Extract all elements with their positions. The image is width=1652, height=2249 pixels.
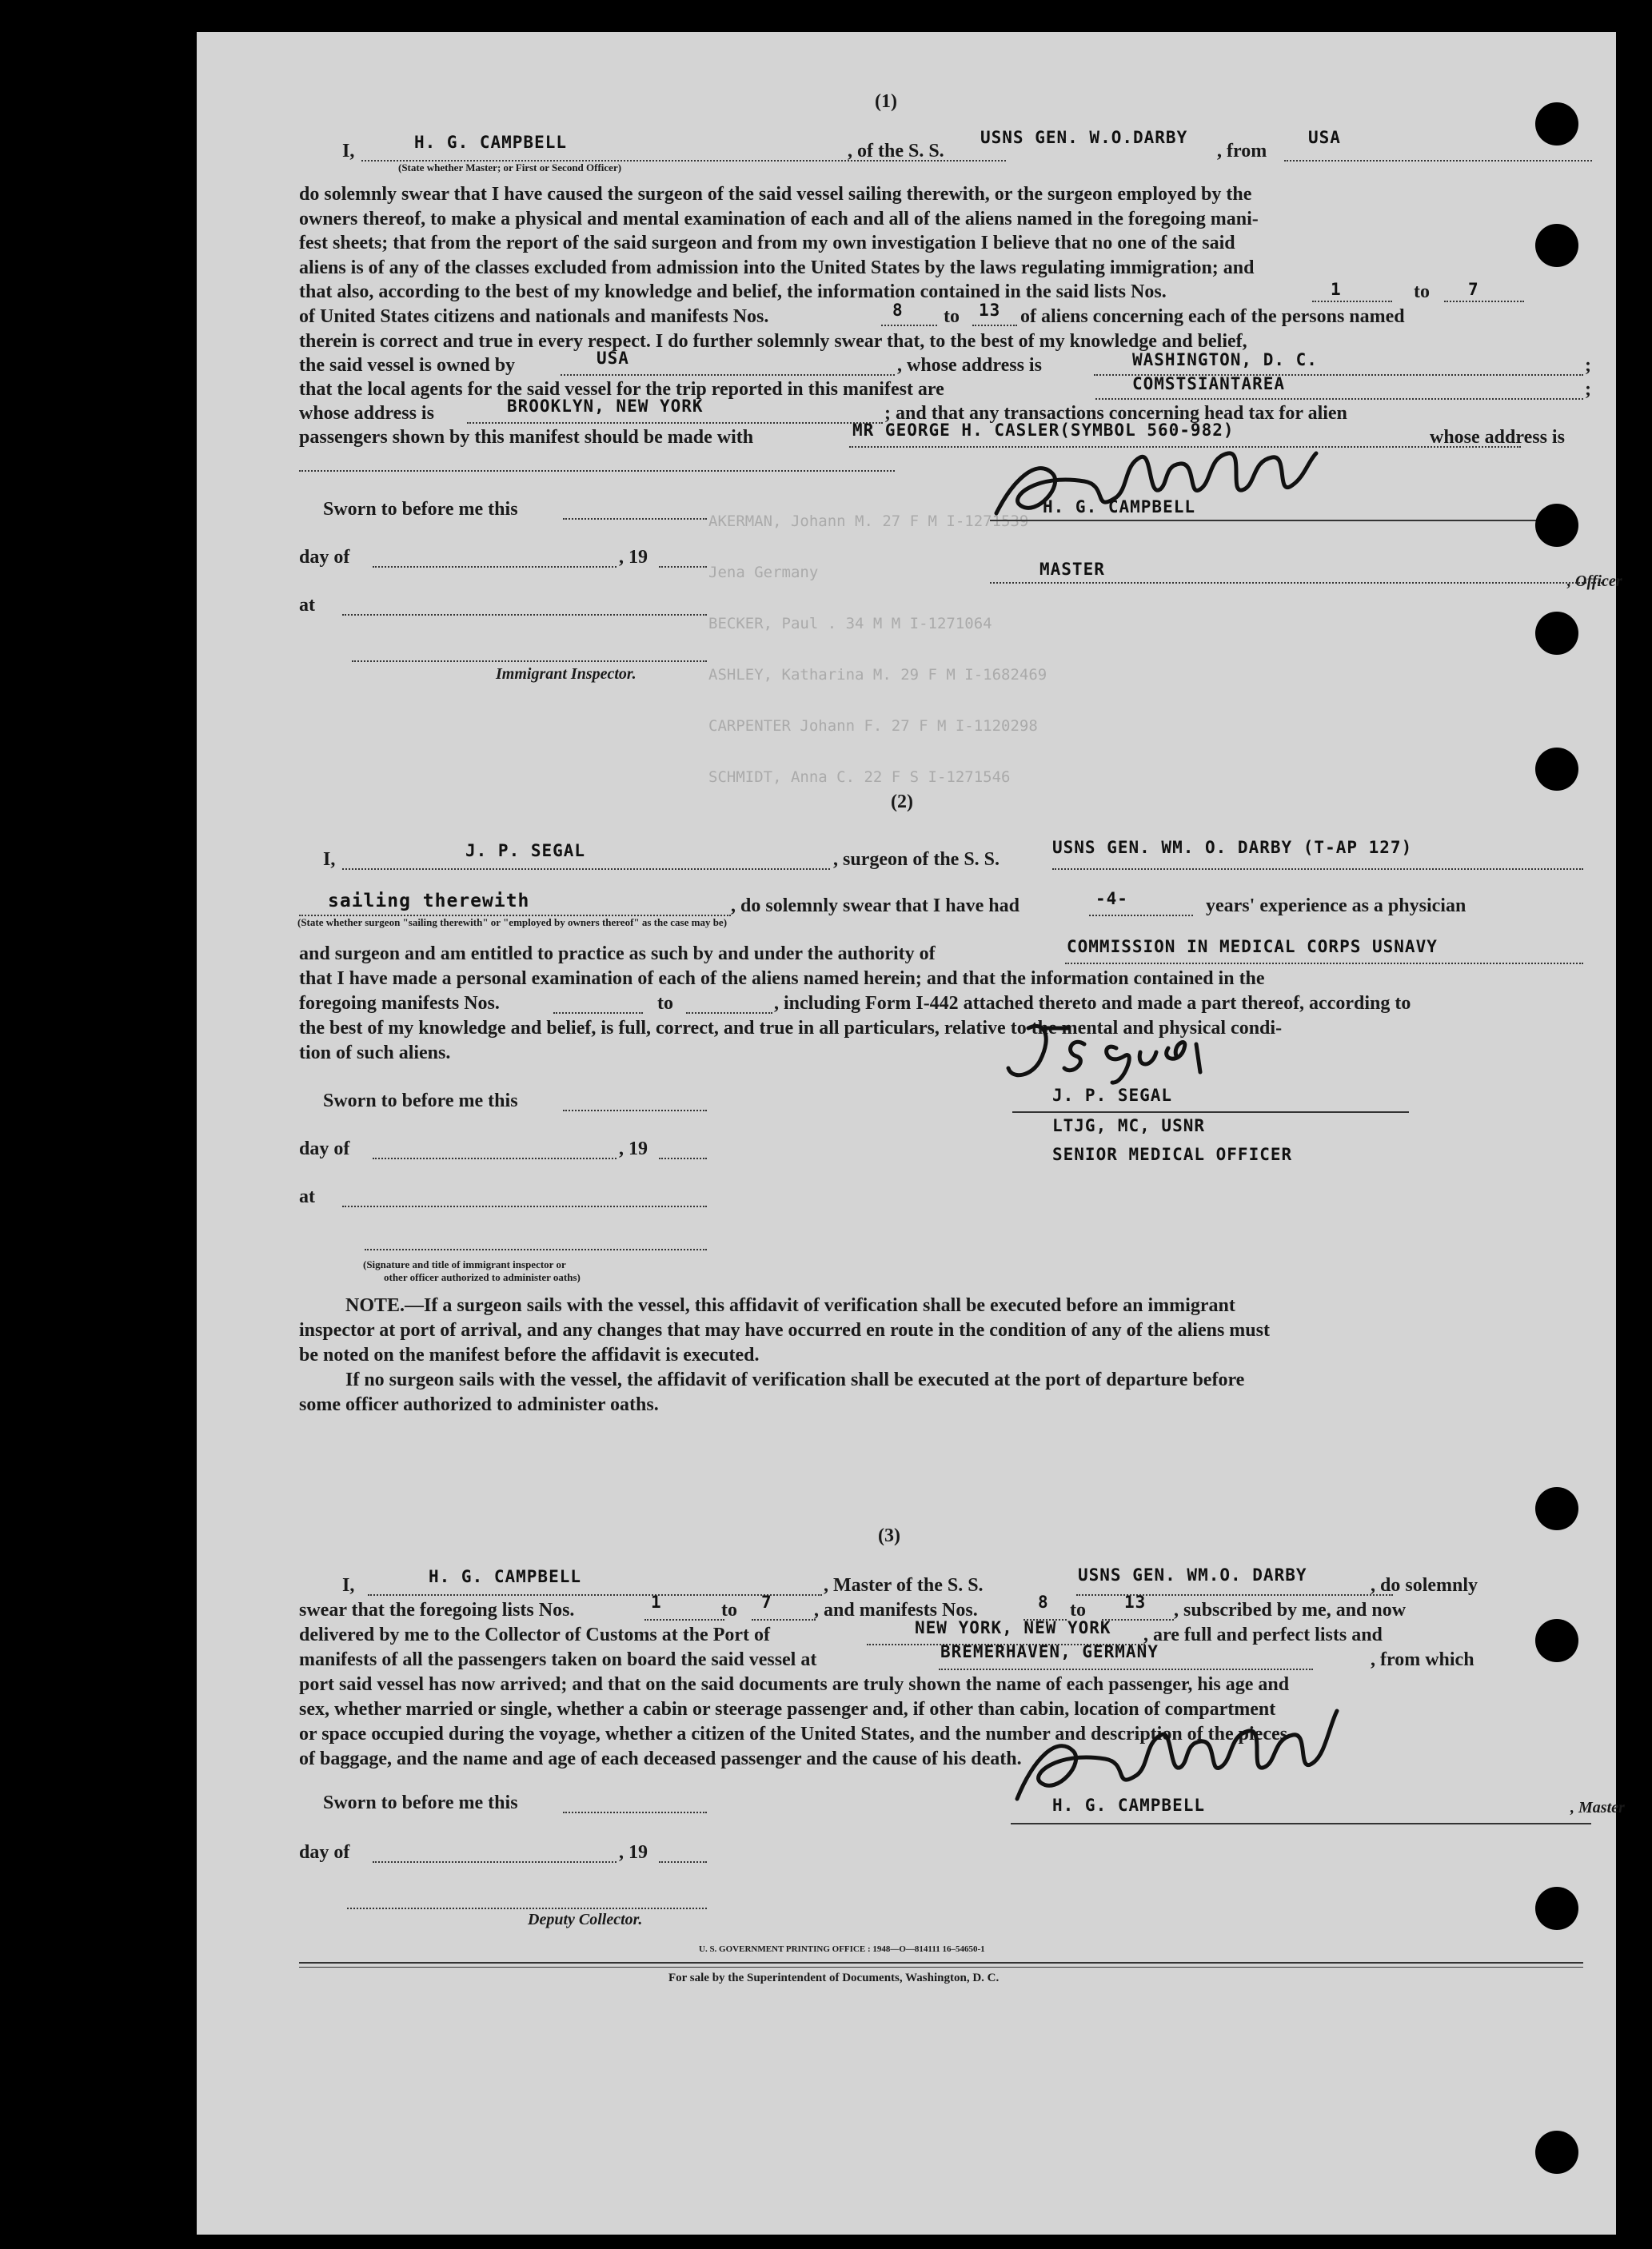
oath-3-line-4: port said vessel has now arrived; and that on the said documents are truly shown the name of each passenger, his age and [299, 1674, 1290, 1695]
surgeon-text-4: the best of my knowledge and belief, is full, correct, and true in all particulars, relative to the mental and physical condi- [299, 1018, 1283, 1039]
surgeon-name-field: J. P. SEGAL [465, 841, 586, 860]
footer-rule-2 [299, 1967, 1583, 1968]
binder-hole [1535, 1619, 1578, 1662]
master-name-field: H. G. CAMPBELL [429, 1567, 582, 1586]
at-label: at [299, 595, 315, 616]
oath-3-line-5: sex, whether married or single, whether a cabin or steerage passenger and, if other than cabin, location of compartment [299, 1699, 1276, 1720]
binder-hole [1535, 1887, 1578, 1930]
binder-hole [1535, 748, 1578, 791]
i-label: I, [342, 1575, 355, 1596]
i-label: I, [323, 849, 336, 870]
sale-notice: For sale by the Superintendent of Documents, Washington, D. C. [668, 1972, 1000, 1984]
day-of-label: day of [299, 547, 350, 568]
immigrant-inspector-label: Immigrant Inspector. [496, 665, 636, 683]
note-1: NOTE.—If a surgeon sails with the vessel, this affidavit of verification shall be executed before an immigrant [345, 1295, 1235, 1316]
owner-field: USA [597, 349, 629, 368]
departure-port-field: BREMERHAVEN, GERMANY [940, 1642, 1159, 1661]
sig-hint-2: other officer authorized to administer oaths) [384, 1271, 581, 1283]
at-label: at [299, 1186, 315, 1207]
manifest-from-field: 8 [1038, 1593, 1049, 1612]
master-name-field: H. G. CAMPBELL [414, 133, 568, 152]
subscribed-label: , subscribed by me, and now [1174, 1600, 1407, 1621]
officer-label: , Officer [1567, 572, 1622, 590]
note-4: If no surgeon sails with the vessel, the affidavit of verification shall be executed at the port of departure before [345, 1370, 1245, 1390]
surgeon-text-5: tion of such aliens. [299, 1043, 451, 1063]
agents-address-label: whose address is [299, 403, 434, 424]
section-1-number: (1) [875, 91, 897, 112]
manifests-label: , and manifests Nos. [814, 1600, 978, 1621]
section-3-number: (3) [878, 1525, 900, 1546]
agents-label: that the local agents for the said vessel for the trip reported in this manifest are [299, 379, 944, 400]
sworn-label: Sworn to before me this [323, 1792, 518, 1813]
from-which-label: , from which [1371, 1649, 1474, 1670]
master-of-label: , Master of the S. S. [824, 1575, 984, 1596]
sig-hint-1: (Signature and title of immigrant inspector or [363, 1258, 566, 1270]
years-field: -4- [1095, 889, 1128, 908]
binder-hole [1535, 504, 1578, 547]
owner-address-field: WASHINGTON, D. C. [1132, 350, 1318, 369]
note-5: some officer authorized to administer oaths. [299, 1394, 659, 1415]
to-label: to [657, 993, 673, 1014]
semicolon: ; [1585, 355, 1591, 376]
taken-on-board-label: manifests of all the passengers taken on board the said vessel at [299, 1649, 817, 1670]
sworn-label: Sworn to before me this [323, 499, 518, 520]
swear-label: , do solemnly swear that I have had [731, 895, 1020, 916]
oath-line-7: therein is correct and true in every respect. I do further solemnly swear that, to the best of my knowledge and belief, [299, 331, 1247, 352]
address-label: , whose address is [897, 355, 1042, 376]
year-label: , 19 [619, 547, 648, 568]
document-page [197, 32, 1625, 2235]
manifest-to-field: 13 [979, 301, 1001, 320]
binder-hole [1535, 1487, 1578, 1530]
deputy-collector-label: Deputy Collector. [528, 1911, 643, 1928]
day-of-label: day of [299, 1842, 350, 1863]
tax-contact-field: MR GEORGE H. CASLER(SYMBOL 560-982) [852, 421, 1235, 440]
master-signature-2 [1009, 1703, 1345, 1807]
day-of-label: day of [299, 1138, 350, 1159]
oath-3-line-6: or space occupied during the voyage, whether a citizen of the United States, and the number and description of the pieces [299, 1724, 1287, 1745]
collector-label: delivered by me to the Collector of Customs at the Port of [299, 1625, 770, 1645]
bleed-through: AKERMAN, Johann M. 27 F M I-1271539 Jena Germany BECKER, Paul . 34 M M I-1271064 ASHLEY, Katharina M. 29 F M I-1682469 CARPENTER Johann F. 27 F M I-1120298 SCHMIDT, Anna C. 22 F S I-1271546 [708, 512, 1047, 786]
vessel-field: USNS GEN. W.O.DARBY [980, 128, 1188, 147]
to-label: to [1070, 1600, 1086, 1621]
lists-to-field: 7 [761, 1593, 772, 1612]
from-field: USA [1308, 128, 1341, 147]
agents-field: COMSTSIANTAREA [1132, 374, 1286, 393]
master-typed-signature-2: H. G. CAMPBELL [1052, 1796, 1206, 1815]
lists-from-field: 1 [1331, 280, 1342, 299]
binder-hole [1535, 612, 1578, 655]
note-2: inspector at port of arrival, and any changes that may have occurred en route in the condition of any of the aliens must [299, 1320, 1270, 1341]
year-label: , 19 [619, 1842, 648, 1863]
years-label: years' experience as a physician [1206, 895, 1466, 916]
manifest-from-field: 8 [892, 301, 904, 320]
binder-hole [1535, 2131, 1578, 2174]
oath-text-1: do solemnly swear that I have caused the surgeon of the said vessel sailing therewith, or the surgeon employed by the owners thereof, to make a physical and mental examination of each and all of the aliens named in the foregoing mani- fest sheets; that from the report of the said surgeon and from my own investigation I believe that no one of the said aliens is of any of the classes excluded from admission into the United States by the laws regulating immigration; and [299, 184, 1259, 278]
port-field: NEW YORK, NEW YORK [915, 1618, 1111, 1637]
whose-address-label: whose address is [1430, 427, 1565, 448]
form-i442-text: , including Form I-442 attached thereto and made a part thereof, according to [774, 993, 1411, 1014]
from-label: , from [1217, 141, 1267, 161]
to-label: to [721, 1600, 737, 1621]
surgeon-signature [996, 1012, 1236, 1092]
full-lists-label: , are full and perfect lists and [1143, 1625, 1383, 1645]
section-2-number: (2) [891, 792, 913, 812]
oath-line-6b: of aliens concerning each of the persons named [1020, 306, 1405, 327]
oath-3-line-7: of baggage, and the name and age of each deceased passenger and the cause of his death. [299, 1749, 1022, 1769]
to-label: to [944, 306, 960, 327]
year-label: , 19 [619, 1138, 648, 1159]
master-vessel-field: USNS GEN. WM.O. DARBY [1078, 1565, 1307, 1585]
authority-field: COMMISSION IN MEDICAL CORPS USNAVY [1067, 937, 1438, 956]
oath-line-5: that also, according to the best of my knowledge and belief, the information contained in the said lists Nos. [299, 281, 1167, 302]
master-label: , Master [1570, 1799, 1625, 1816]
manifests-label: foregoing manifests Nos. [299, 993, 500, 1014]
surgeon-rank: LTJG, MC, USNR [1052, 1116, 1206, 1135]
master-typed-signature: H. G. CAMPBELL [1043, 497, 1196, 516]
surgeon-text-2: that I have made a personal examination of each of the aliens named herein; and that the information contained in the [299, 968, 1265, 989]
surgeon-vessel-field: USNS GEN. WM. O. DARBY (T-AP 127) [1052, 838, 1413, 857]
lists-to-field: 7 [1468, 280, 1479, 299]
binder-hole [1535, 102, 1578, 146]
footer-rule [299, 1962, 1583, 1964]
note-3: be noted on the manifest before the affidavit is executed. [299, 1345, 760, 1366]
lists-from-field: 1 [651, 1593, 662, 1612]
binder-hole [1535, 224, 1578, 267]
oath-line-6: of United States citizens and nationals and manifests Nos. [299, 306, 769, 327]
surgeon-of-label: , surgeon of the S. S. [833, 849, 1000, 870]
to-label: to [1414, 281, 1430, 302]
position-hint: (State whether Master; or First or Second Officer) [398, 161, 622, 173]
sailing-field: sailing therewith [328, 891, 530, 911]
head-tax-label: passengers shown by this manifest should be made with [299, 427, 754, 448]
manifest-to-field: 13 [1124, 1593, 1147, 1612]
surgeon-typed-signature: J. P. SEGAL [1052, 1086, 1173, 1105]
master-title: MASTER [1039, 560, 1105, 579]
surgeon-hint: (State whether surgeon "sailing therewith" or "employed by owners thereof" as the case may be) [297, 916, 728, 928]
solemnly-label: , do solemnly [1371, 1575, 1478, 1596]
head-tax-text: ; and that any transactions concerning head tax for alien [884, 403, 1347, 424]
sworn-label: Sworn to before me this [323, 1091, 518, 1111]
i-label: I, [342, 141, 355, 161]
gpo-imprint: U. S. GOVERNMENT PRINTING OFFICE : 1948—O—814111 16–54650-1 [699, 1944, 985, 1954]
surgeon-title: SENIOR MEDICAL OFFICER [1052, 1145, 1293, 1164]
of-ss-label: , of the S. S. [848, 141, 944, 161]
agents-address-field: BROOKLYN, NEW YORK [507, 397, 704, 416]
lists-label: swear that the foregoing lists Nos. [299, 1600, 575, 1621]
authority-label: and surgeon and am entitled to practice as such by and under the authority of [299, 943, 936, 964]
semicolon: ; [1585, 379, 1591, 400]
owned-by-label: the said vessel is owned by [299, 355, 516, 376]
